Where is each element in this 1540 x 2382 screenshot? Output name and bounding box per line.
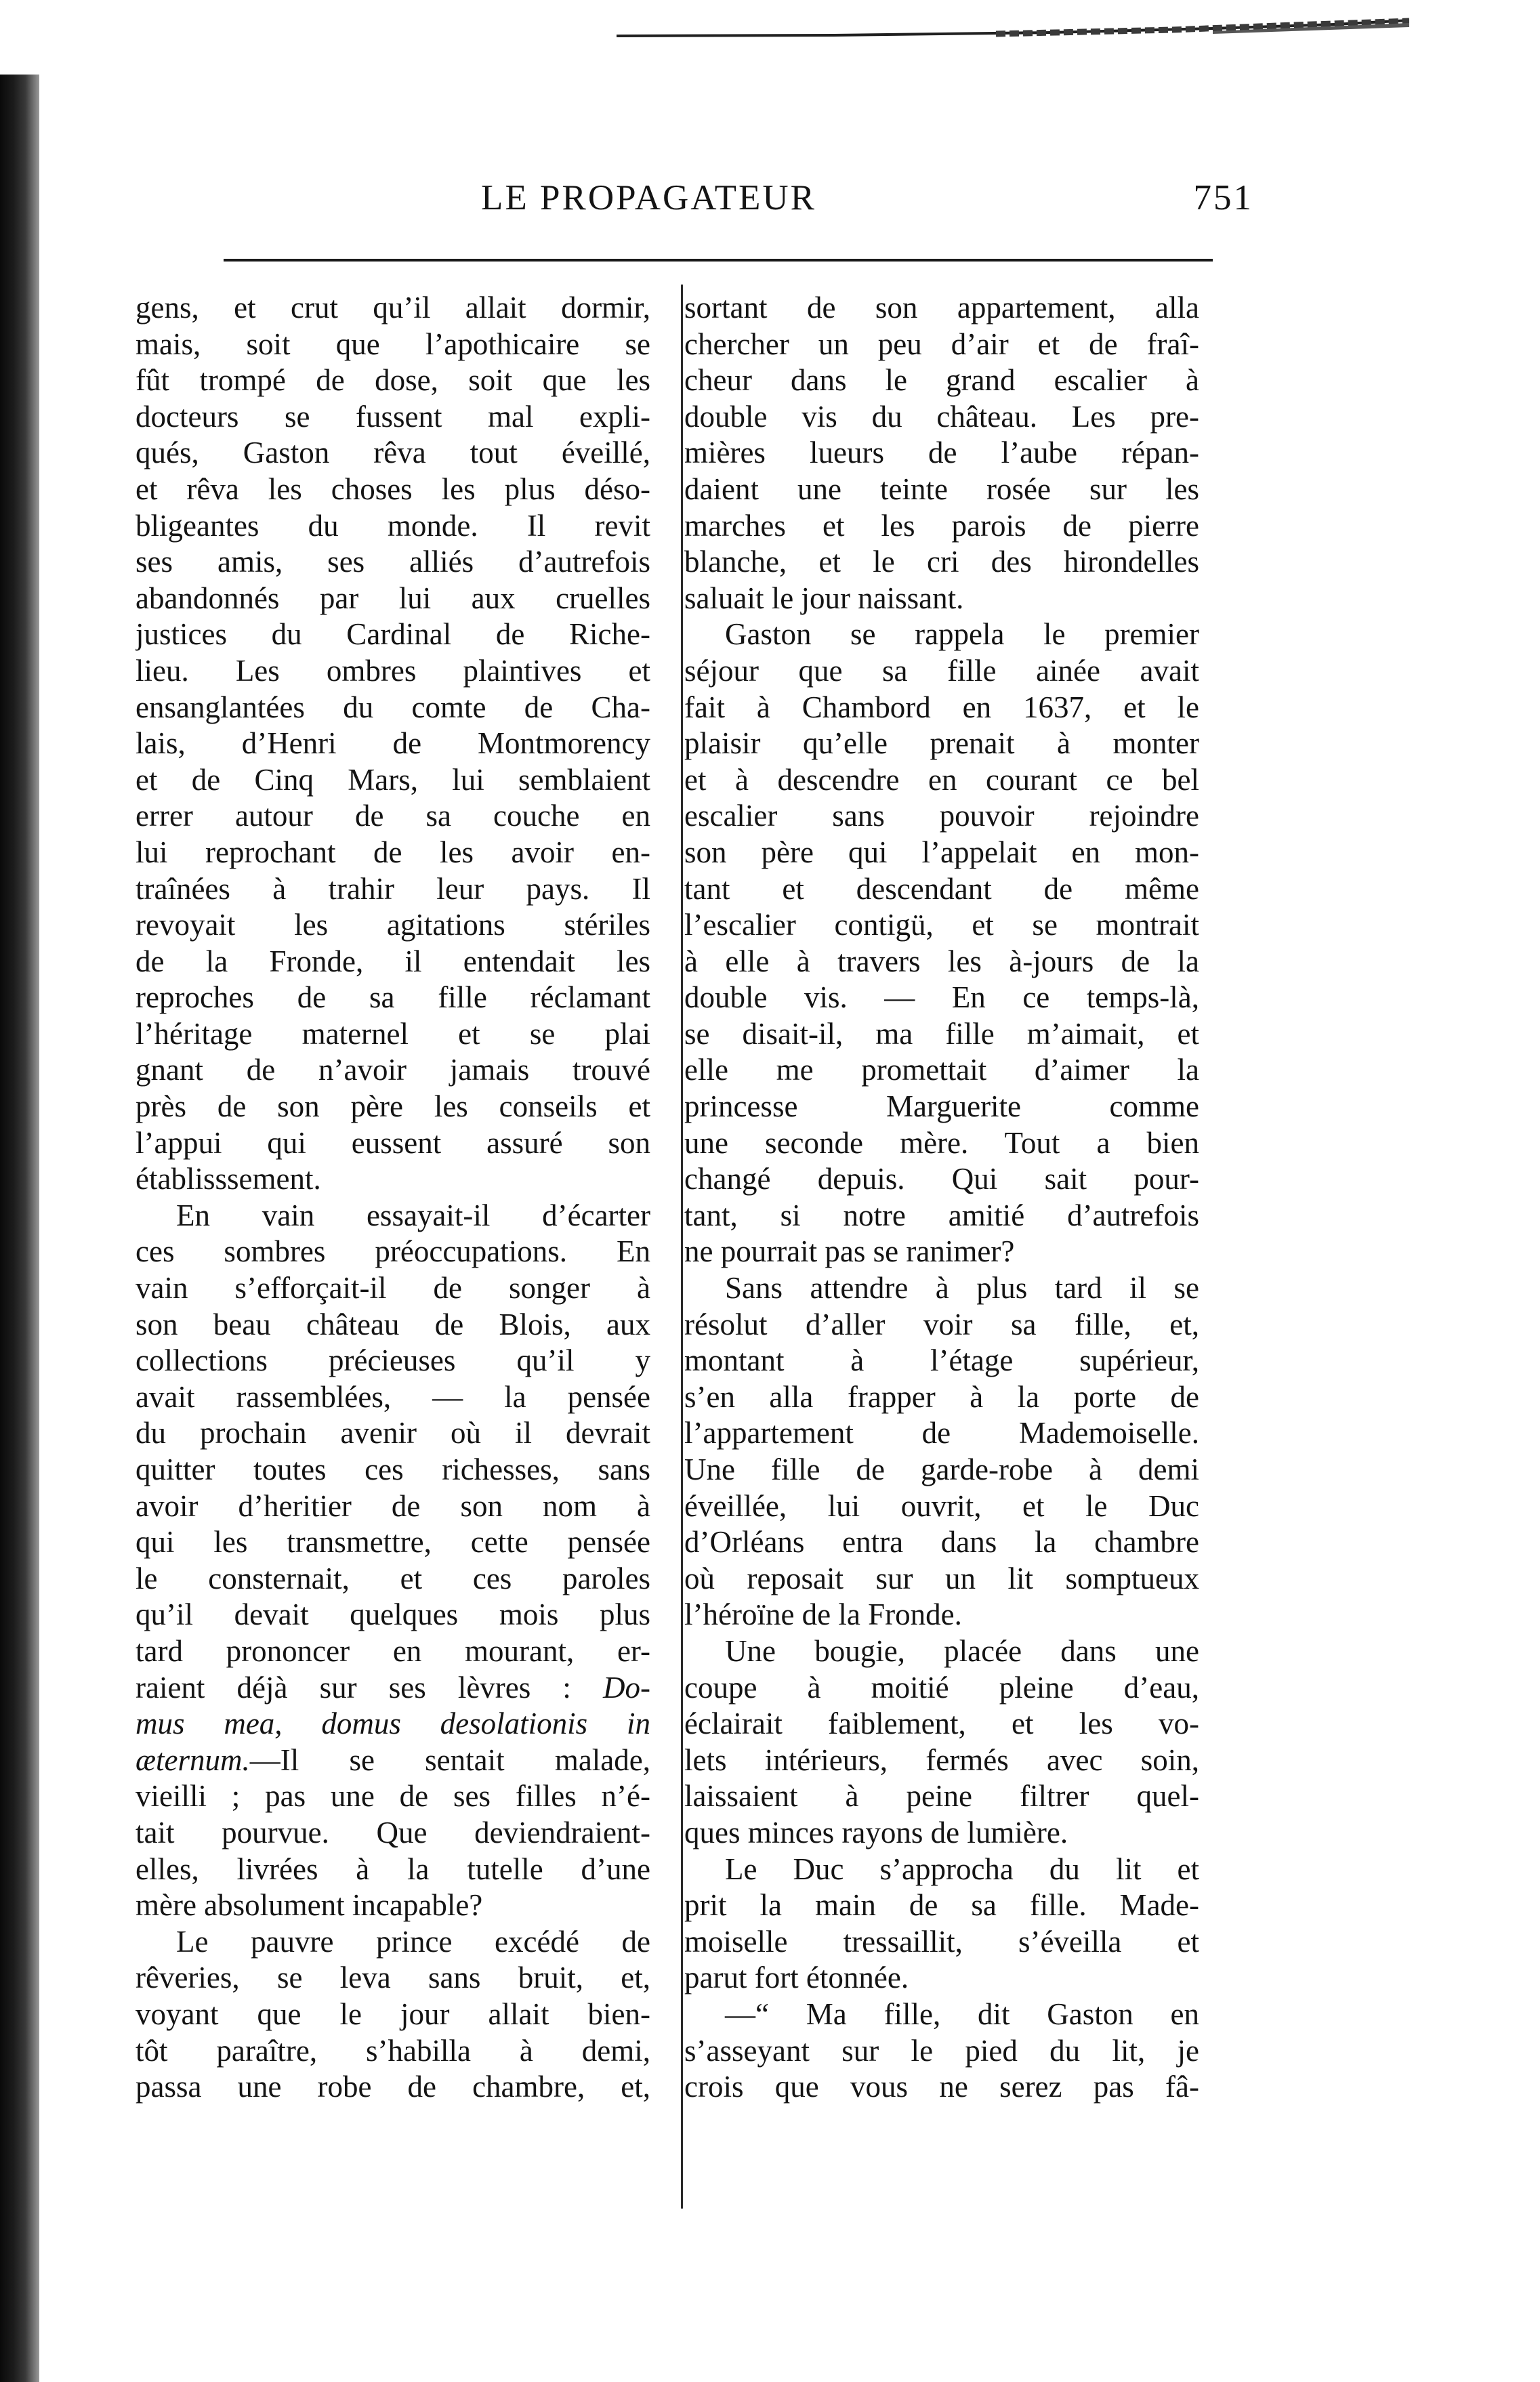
text-line: ses amis, ses alliés d’autrefois <box>136 545 650 579</box>
text-line: rêveries, se leva sans bruit, et, <box>136 1961 650 1995</box>
header-rule <box>224 259 1213 262</box>
text-line: Gaston se rappela le premier <box>725 617 1199 652</box>
text-line: passa une robe de chambre, et, <box>136 2070 650 2104</box>
text-line: coupe à moitié pleine d’eau, <box>684 1670 1199 1705</box>
text-line: voyant que le jour allait bien- <box>136 1997 650 2031</box>
column-divider <box>681 285 683 2209</box>
text-line: vieilli ; pas une de ses filles n’é- <box>136 1779 650 1814</box>
text-line: quitter toutes ces richesses, sans <box>136 1453 650 1486</box>
text-line: lais, d’Henri de Montmorency <box>136 726 650 761</box>
text-line: avoir d’heritier de son nom à <box>136 1488 650 1523</box>
text-line: bligeantes du monde. Il revit <box>136 508 650 543</box>
text-line: où reposait sur un lit somptueux <box>684 1561 1199 1595</box>
text-line: qués, Gaston rêva tout éveillé, <box>136 436 650 470</box>
text-line: reproches de sa fille réclamant <box>136 980 650 1015</box>
text-line: Le Duc s’approcha du lit et <box>725 1852 1199 1886</box>
page-number: 751 <box>1193 178 1253 217</box>
text-line: collections précieuses qu’il y <box>136 1343 650 1378</box>
text-line: justices du Cardinal de Riche- <box>136 617 650 652</box>
text-line: une seconde mère. Tout a bien <box>684 1125 1199 1160</box>
text-line: traînées à trahir leur pays. Il <box>136 871 650 906</box>
text-line: daient une teinte rosée sur les <box>684 472 1199 506</box>
text-line: et de Cinq Mars, lui semblaient <box>136 762 650 797</box>
text-line: raient déjà sur ses lèvres : Do- <box>136 1670 650 1705</box>
text-line: En vain essayait-il d’écarter <box>176 1198 650 1232</box>
text-line: laissaient à peine filtrer quel- <box>684 1779 1199 1814</box>
text-line: revoyait les agitations stériles <box>136 908 650 942</box>
top-printed-rule <box>617 14 1409 41</box>
text-line: docteurs se fussent mal expli- <box>136 399 650 434</box>
text-line: mais, soit que l’apothicaire se <box>136 327 650 361</box>
text-line: blanche, et le cri des hirondelles <box>684 545 1199 579</box>
text-line: le consternait, et ces paroles <box>136 1561 650 1595</box>
text-line: l’appartement de Mademoiselle. <box>684 1416 1199 1450</box>
text-line: mières lueurs de l’aube répan- <box>684 436 1199 470</box>
text-line: son beau château de Blois, aux <box>136 1307 650 1341</box>
text-line: lets intérieurs, fermés avec soin, <box>684 1742 1199 1777</box>
text-line: l’héroïne de la Fronde. <box>684 1597 962 1632</box>
text-line: à elle à travers les à-jours de la <box>684 944 1199 978</box>
text-line: et rêva les choses les plus déso- <box>136 472 650 506</box>
text-line: l’escalier contigü, et se montrait <box>684 908 1199 942</box>
text-line: tait pourvue. Que deviendraient- <box>136 1815 650 1850</box>
text-line: mère absolument incapable? <box>136 1888 483 1923</box>
text-line: établisssement. <box>136 1162 321 1196</box>
text-line: marches et les parois de pierre <box>684 508 1199 543</box>
text-line: Une bougie, placée dans une <box>725 1633 1199 1668</box>
text-line: changé depuis. Qui sait pour- <box>684 1162 1199 1196</box>
text-line: éveillée, lui ouvrit, et le Duc <box>684 1488 1199 1523</box>
left-text-column <box>136 290 650 2106</box>
text-line: près de son père les conseils et <box>136 1089 650 1124</box>
text-line: gens, et crut qu’il allait dormir, <box>136 291 650 325</box>
text-line: avait rassemblées, — la pensée <box>136 1379 650 1414</box>
right-text-column <box>684 290 1199 2106</box>
text-line: du prochain avenir où il devrait <box>136 1416 650 1450</box>
text-line: de la Fronde, il entendait les <box>136 944 650 978</box>
text-line: elles, livrées à la tutelle d’une <box>136 1852 650 1886</box>
text-line: moiselle tressaillit, s’éveilla et <box>684 1924 1199 1959</box>
text-line: tard prononcer en mourant, er- <box>136 1633 650 1668</box>
text-line: elle me promettait d’aimer la <box>684 1053 1199 1087</box>
text-line: plaisir qu’elle prenait à monter <box>684 726 1199 761</box>
text-line: ques minces rayons de lumière. <box>684 1815 1068 1850</box>
text-line: gnant de n’avoir jamais trouvé <box>136 1053 650 1087</box>
text-line: fait à Chambord en 1637, et le <box>684 690 1199 724</box>
page-header <box>467 177 1253 225</box>
text-line: abandonnés par lui aux cruelles <box>136 581 650 615</box>
text-line: Sans attendre à plus tard il se <box>725 1271 1199 1305</box>
latin-quote: Do- <box>603 1670 650 1705</box>
page-binding-edge <box>0 75 39 2382</box>
text-line: saluait le jour naissant. <box>684 581 964 615</box>
text-line: séjour que sa fille ainée avait <box>684 653 1199 688</box>
text-line: tant et descendant de même <box>684 871 1199 906</box>
text-line: Une fille de garde-robe à demi <box>684 1453 1199 1486</box>
text-line: Le pauvre prince excédé de <box>176 1924 650 1959</box>
text-line: sortant de son appartement, alla <box>684 291 1199 325</box>
text-line: l’héritage maternel et se plai <box>136 1016 650 1051</box>
text-line: et à descendre en courant ce bel <box>684 762 1199 797</box>
text-line: ces sombres préoccupations. En <box>136 1234 650 1269</box>
text-line: qui les transmettre, cette pensée <box>136 1525 650 1560</box>
text-line: l’appui qui eussent assuré son <box>136 1125 650 1160</box>
text-line: d’Orléans entra dans la chambre <box>684 1525 1199 1560</box>
text-line: tôt paraître, s’habilla à demi, <box>136 2033 650 2068</box>
text-line: résolut d’aller voir sa fille, et, <box>684 1307 1199 1341</box>
text-line: éclairait faiblement, et les vo- <box>684 1707 1199 1741</box>
text-line: æternum.—Il se sentait malade, <box>136 1742 650 1777</box>
text-line: double vis. — En ce temps-là, <box>684 980 1199 1015</box>
text-line: montant à l’étage supérieur, <box>684 1343 1199 1378</box>
text-line: ne pourrait pas se ranimer? <box>684 1234 1015 1269</box>
text-line: double vis du château. Les pre- <box>684 399 1199 434</box>
text-line: vain s’efforçait-il de songer à <box>136 1271 650 1305</box>
text-line: son père qui l’appelait en mon- <box>684 835 1199 869</box>
text-line: princesse Marguerite comme <box>684 1089 1199 1124</box>
text-line: —“ Ma fille, dit Gaston en <box>725 1997 1199 2031</box>
text-line <box>136 1706 650 1742</box>
text-line: s’asseyant sur le pied du lit, je <box>684 2033 1199 2068</box>
text-line: cheur dans le grand escalier à <box>684 363 1199 398</box>
text-line: parut fort étonnée. <box>684 1961 909 1995</box>
text-line: lui reprochant de les avoir en- <box>136 835 650 869</box>
text-line: chercher un peu d’air et de fraî- <box>684 327 1199 361</box>
text-line: prit la main de sa fille. Made- <box>684 1888 1199 1923</box>
text-line: fût trompé de dose, soit que les <box>136 363 650 398</box>
text-line: errer autour de sa couche en <box>136 799 650 833</box>
text-line: lieu. Les ombres plaintives et <box>136 653 650 688</box>
latin-quote: æternum. <box>136 1742 250 1777</box>
text-line: se disait-il, ma fille m’aimait, et <box>684 1016 1199 1051</box>
text-line: tant, si notre amitié d’autrefois <box>684 1198 1199 1232</box>
text-line: s’en alla frapper à la porte de <box>684 1379 1199 1414</box>
text-line: ensanglantées du comte de Cha- <box>136 690 650 724</box>
running-title: LE PROPAGATEUR <box>481 178 817 217</box>
latin-quote: mus mea, domus desolationis in <box>136 1707 650 1741</box>
text-line: escalier sans pouvoir rejoindre <box>684 799 1199 833</box>
text-line: qu’il devait quelques mois plus <box>136 1597 650 1632</box>
text-line: crois que vous ne serez pas fâ- <box>684 2070 1199 2104</box>
